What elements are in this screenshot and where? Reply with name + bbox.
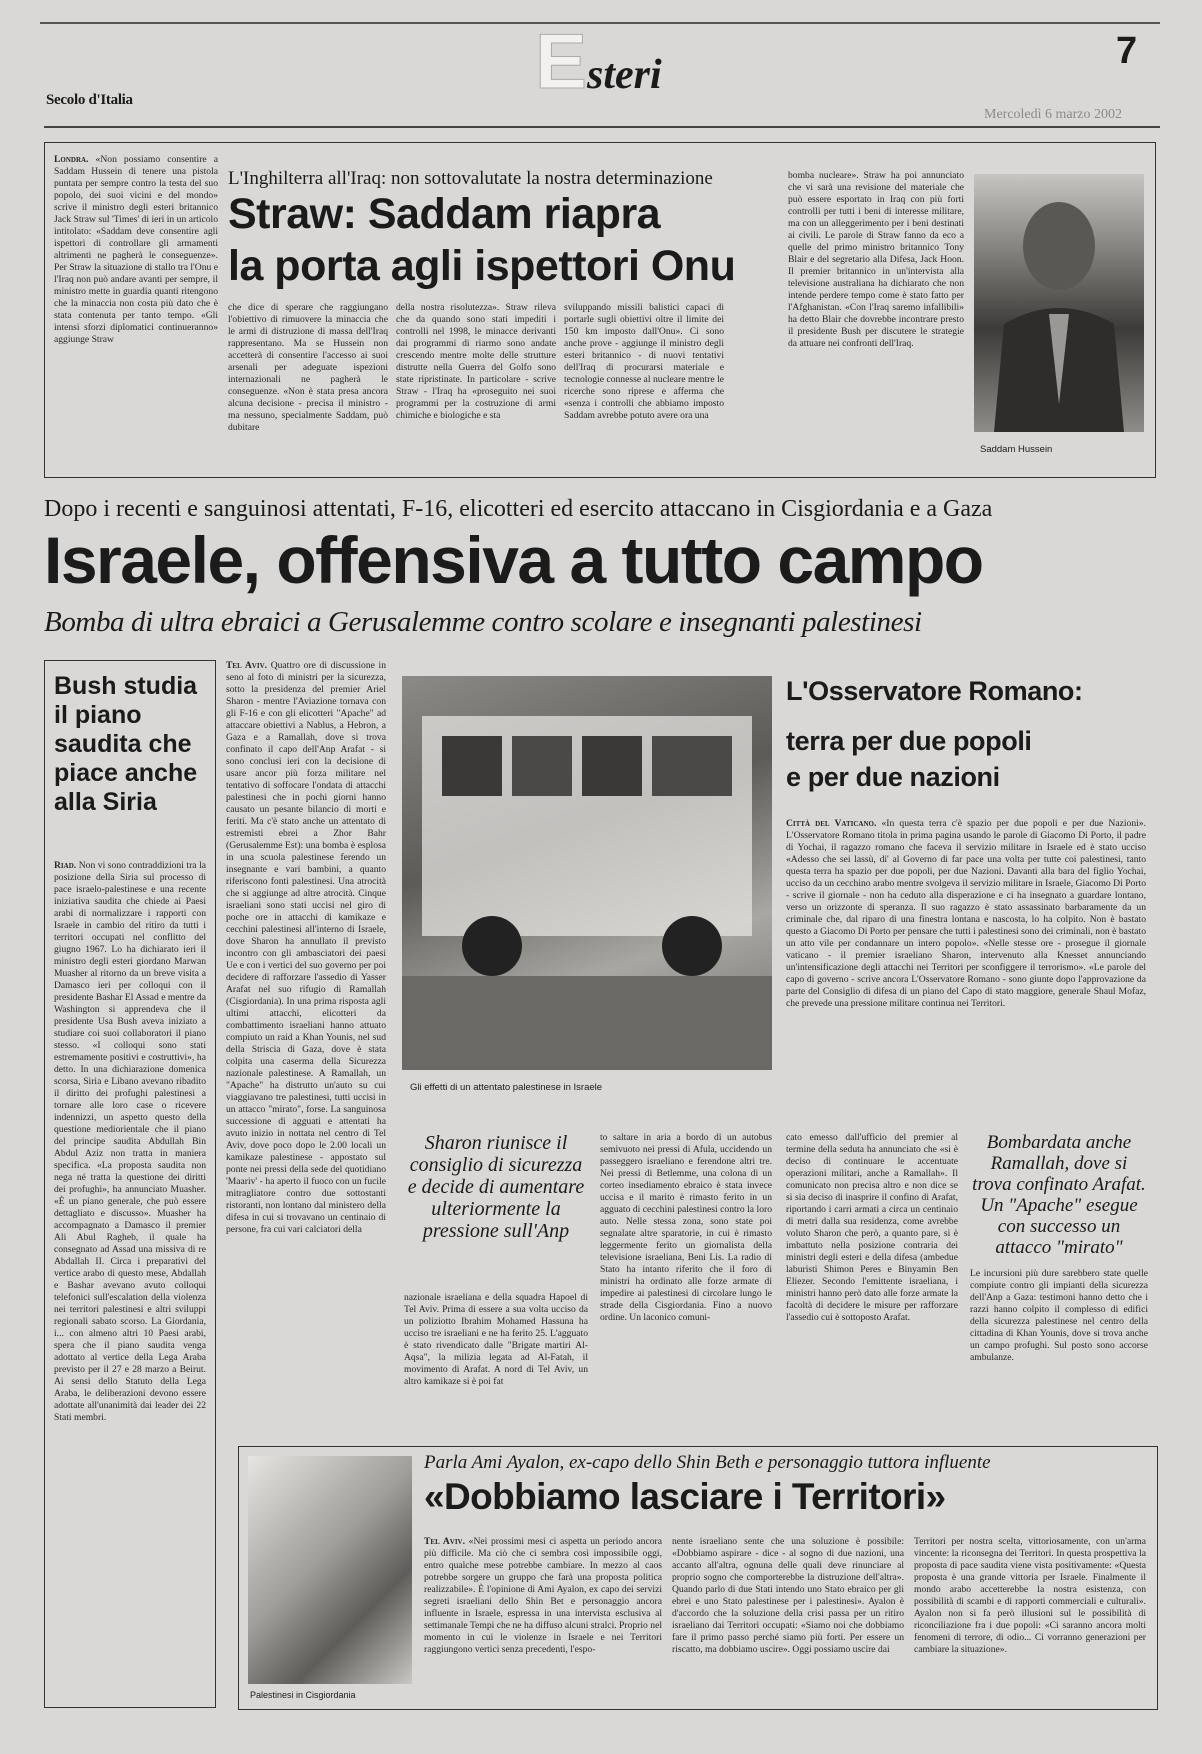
main-sub-col-2: to saltare in aria a bordo di un autobus semivuoto nei pressi di Afula, uccidendo un passeggero israeliano e ferendone altri tre. Nei pressi di Betlemme, una colona di un corteo insediamento ebraico è stata invece uccisa e il marito è rimasto ferito in un agguato di cecchini palestinesi contro la loro auto. Nelle stessa zona, sono state poi segnalate altre sparatorie, in cui è rimasto leggermente ferito un giornalista della televisione israeliana, Beni Lis. La radio di Stato ha intanto riferito che il foro di ministri ha ordinato alle forze armate di impedire ai palestinesi di circolare lungo le strade della Cisgiordania. Fino a nuovo ordine. Un laconico comuni- [600, 1132, 772, 1323]
bus-scene [402, 676, 772, 1070]
section-rest: steri [587, 52, 662, 98]
top-rule [40, 22, 1160, 24]
page-number: 7 [1116, 30, 1138, 72]
top-story-col-5: bomba nucleare». Straw ha poi annunciato che vi sarà una revisione del materiale che può essere esportato in Iraq con più forti controlli per tutti i beni di interesse militare, ma con un alleggerimento per i beni destinati ai civili. Le parole di Straw fanno da eco a quelle del primo ministro britannico Tony Blair e del segretario alla Difesa, Jack Hoon. Il premier britannico in un'intervista alla televisione australiana ha dichiarato che non intende perdere tempo come è stato fatto per l'Afghanistan. «Con l'Iraq saremo infallibili» ha detto Blair che dovrebbe incontrare presto il presidente Bush per discutere le strategie da attuare nei confronti dell'Iraq. [788, 170, 964, 349]
bush-body: Non vi sono contraddizioni tra la posizione della Siria sul processo di pace israelo-palestinese e una recente iniziativa saudita che chiede ai Paesi arabi di normalizzare i rapporti con Israele in cambio del ritiro da tutti i territori occupati nel conflitto del giugno 1967. Lo ha dichiarato ieri il ministro degli esteri giordano Marwan Muasher al ritorno da un breve visita a Damasco ieri per colloqui con il presidente Bashar El Assad e mentre da Washington si apprendeva che il presidente Usa Bush aveva iniziato a studiare coi suoi collaboratori il piano stesso. «I colloqui sono stati estremamente positivi e costruttivi», ha detto. In una dichiarazione domenica scorsa, Siria e Libano avevano ribadito il diritto dei profughi palestinesi a tornare alle loro case o ricevere indennizzi, un aspetto questo della questione mediorientale che il piano del principe saudita Abdullah Bin Abdul Aziz non tratta in maniera specifica. «La proposta saudita non nega né tratta la questione dei diritti dei profughi», ha annunciato Muasher. «È un piano generale, che può essere dettagliato e discusso». Muasher ha accompagnato a Damasco il premier Ali Abul Ragheb, il quale ha consegnato ad Assad una missiva di re Abdallah II. Circa i preparativi del vertice arabo di questo mese, Abdallah e Bashar avevano avuto colloqui telefonici sull'escalation della violenza nei territori palestinesi e altri sviluppi regionali sabato scorso. La Giordania, i... con almeno altri 10 Paesi arabi, spera che il piano saudita venga adottato al vertice della Lega Araba previsto per il 27 e 28 marzo a Beirut. Ai sensi dello Statuto della Lega Araba, le deliberazioni devono essere adottate all'unanimità dai leader dei 22 Stati membri. [54, 860, 206, 1423]
osservatore-dateline: Città del Vaticano. [786, 818, 877, 829]
osservatore-headline-2: terra per due popoli [786, 726, 1032, 756]
paper-name: Secolo d'Italia [46, 92, 133, 108]
ayalon-col-1-text: «Nei prossimi mesi ci aspetta un periodo ancora più difficile. Ma ciò che ci sembra così impossibile oggi, entro qualche mese potrebbe cambiare. In mezzo al caos potrebbe sorgere un gruppo che farà una proposta politica realizzabile». È l'opinione di Ami Ayalon, ex capo dei servizi segreti israeliani dello Shin Bet e personaggio ancora influente in Israele, espressa in una intervista esclusiva al settimanale Tempi che ne ha diffuso alcuni stralci. Proprio nel momento in cui le violenze in Israele e nei Territori raggiungono vertici senza precedenti, l'espo- [424, 1536, 662, 1655]
saddam-photo [974, 174, 1144, 432]
osservatore-headline-1: L'Osservatore Romano: [786, 676, 1083, 706]
bush-headline: Bush studia il piano saudita che piace anche alla Siria [54, 672, 198, 816]
section-title [535, 17, 662, 105]
osservatore-headline-3: e per due nazioni [786, 762, 1000, 792]
portrait-silhouette [974, 174, 1144, 432]
bus-photo [402, 676, 772, 1070]
top-story-col-3: della nostra risolutezza». Straw rileva che da quando sono stati impediti i controlli nel 1998, le minacce derivanti dai programmi di riarmo sono andate crescendo mentre molte delle strutture distrutte nella Guerra del Golfo sono state ripristinate. In particolare - scrive Straw - l'Iraq ha «proseguito nei suoi programmi per la costruzione di armi chimiche e biologiche e sta [396, 302, 556, 421]
ayalon-col-1 [424, 1536, 662, 1700]
bush-dateline: Riad. [54, 860, 77, 871]
top-story-col-1 [54, 154, 218, 462]
arafat-text: Le incursioni più dure sarebbero state quelle compiute contro gli impianti della sicurezza dell'Anp a Gaza: testimoni hanno detto che i razzi hanno colpito il complesso di edifici della sicurezza palestinese nel centro della cittadina di Khan Younis, dove si trova anche un campo profughi. Sul posto sono accorse ambulanze. [970, 1268, 1148, 1363]
top-story-headline-2: la porta agli ispettori Onu [228, 242, 736, 290]
osservatore-text [786, 818, 1146, 1118]
ayalon-dateline: Tel Aviv. [424, 1536, 466, 1547]
top-story-col-2: che dice di sperare che raggiungano l'obiettivo di rimuovere la minaccia che le armi di distruzione di massa dell'Iraq rappresentano. Ma se Hussein non accetterà di consentire l'accesso ai suoi arsenali per adeguate ispezioni internazionali ne pagherà le conseguenze. «Non è stata presa ancora alcuna decisione - precisa il ministro - ma nessuno, specialmente Saddam, può dubitare [228, 302, 388, 433]
sharon-subhead: Sharon riunisce il consiglio di sicurezza e decide di aumentare ulteriormente la pressione sull'Anp [407, 1132, 585, 1242]
main-col-1-text: Quattro ore di discussione in seno al foto di ministri per la sicurezza, sotto la presidenza del premier Ariel Sharon - mentre l'Aviazione tornava con gli F-16 e con gli elicotteri "Apache" ad attaccare obiettivi a Nablus, a Hebron, a Gaza e a Ramallah, dove si trova confinato il capo dell'Anp Arafat - si sono conclusi ieri con la decisione di usare ancor più forza militare nel tentativo di soffocare l'ondata di attacchi palestinesi che in pochi giorni hanno causato un pesante bilancio di morti e feriti. Ma c'è stato anche un attentato di estremisti ebrei a Zhor Bahr (Gerusalemme Est): una bomba è esplosa in una scuola palestinese ferendo un insegnante e vari bambini, a quanto riferiscono fonti palestinesi. Una atrocità che si aggiunge ad altre atrocità. Cinque israeliani sono stati uccisi nel giro di poche ore in attacchi di kamikaze e cecchini palestinesi all'interno di Israele, dove Sharon ha annullato il previsto incontro con gli ambasciatori dei paesi Ue e con i vertici del suo governo per poi decidere di rafforzare l'assedio di Yasser Arafat nel suo rifugio di Ramallah (Cisgiordania). In una prima risposta agli ultimi attacchi, elicotteri da combattimento israeliani hanno attuato compiuto un raid a Khan Younis, nel sud della Striscia di Gaza, dove è stata colpita una caserma della Sicurezza nazionale palestinese. A Ramallah, un "Apache" ha distrutto un'auto su cui viaggiavano tre palestinesi, tutti uccisi in un attacco "mirato", forse. La sanguinosa successione di agguati e attentati ha avuto inizio in nottata nel centro di Tel Aviv, dove poco dopo le 2.00 locali un kamikaze palestinese - appostato sul ponte nei pressi della sede del quotidiano 'Maariv' - ha aperto il fuoco con un fucile mitragliatore contro due sottostanti ristoranti, non lontano dal ministero della difesa in cui si trovavano un centinaio di persone, fra cui vari calciatori della [226, 660, 386, 1235]
arafat-subhead: Bombardata anche Ramallah, dove si trova confinato Arafat. Un "Apache" esegue con successo un attacco "mirato" [972, 1132, 1146, 1258]
top-story-col-1-text: «Non possiamo consentire a Saddam Hussein di tenere una pistola puntata per sempre contro la testa del suo popolo, dei suoi vicini e del mondo» scrive il ministro degli esteri britannico Jack Straw sul 'Times' di ieri in un articolo intitolato: «Saddam deve consentire agli ispettori di controllare gli armamenti altrimenti ne pagherà le conseguenze». Per Straw la situazione di stallo tra l'Onu e l'Iraq non può andare avanti per sempre, il ministro mette in guardia quanti ritengono che la minaccia non costa più dato che è stata contenuta per tanto tempo. «Gli intensi sforzi diplomatici continueranno» aggiunge Straw [54, 154, 218, 345]
main-col-1 [226, 660, 386, 1434]
masthead-rule [44, 126, 1160, 128]
issue-date: Mercoledì 6 marzo 2002 [984, 107, 1123, 122]
main-sub-col-3: cato emesso dall'ufficio del premier al termine della seduta ha annunciato che «si è deciso di continuare le accentuate operazioni militari, anche a Ramallah». Il comunicato non precisa altro e non dice se si sia deciso di inasprire il confino di Arafat, riportando i carri armati a circa un centinaio di metri dalla sua residenza, come avrebbe voluto Sharon che però, a quanto pare, si è imbattuto nella posizione contraria dei ministri degli esteri e della difesa (ambedue laburisti Shimon Peres e Binyamin Ben Eliezer. Secondo l'emittente israeliana, i ministri hanno però dato alle forze armate la facoltà di decidere le misure per rafforzare l'assedio cui è sottoposto Arafat. [786, 1132, 958, 1323]
bus-caption: Gli effetti di un attentato palestinese in Israele [410, 1082, 603, 1093]
main-headline: Israele, offensiva a tutto campo [44, 523, 983, 597]
main-sub-col-1: nazionale israeliana e della squadra Hapoel di Tel Aviv. Prima di essere a sua volta ucciso da un poliziotto Ibrahim Mohamed Hassuna ha ucciso tre israeliani e ne ha ferito 25. L'agguato è stato rivendicato dalle "Brigate martiri Al-Aqsa", la milizia legata ad Al-Fatah, il movimento di Arafat. A nord di Tel Aviv, un altro kamikaze si è poi fat [404, 1292, 588, 1387]
ayalon-col-2: nente israeliano sente che una soluzione è possibile: «Dobbiamo aspirare - dice - al sogno di due nazioni, una accanto all'altra, ognuna delle quali deve rinunciare al proprio sogno che comporterebbe la distruzione dell'altra». Quando parlo di due Stati intendo uno Stato ebraico per gli ebrei e uno Stato palestinese per i palestinesi». Ayalon è d'accordo che la soluzione della crisi passa per un ritiro israeliano dai Territori occupati: «Siamo noi che dobbiamo fare il primo passo perché siamo più forti. Per essere un riscatto, ma dobbiamo uscire». Oggi possiamo uscire dai [672, 1536, 904, 1655]
main-dateline: Tel Aviv. [226, 660, 268, 671]
main-subhead: Bomba di ultra ebraici a Gerusalemme contro scolare e insegnanti palestinesi [44, 606, 922, 638]
top-story-kicker: L'Inghilterra all'Iraq: non sottovalutate la nostra determinazione [228, 168, 713, 189]
top-story-col-4: sviluppando missili balistici capaci di portarle sugli obiettivi oltre il limite dei 150 km imposto dall'Onu». Ci sono anche prove - aggiunge il ministro degli esteri britannico - di nuovi tentativi dell'Iraq di procurarsi materiale e tecnologie connesse al nucleare mentre le ricerche sono riprese e afferma che «senza i controlli che abbiamo imposto Saddam avrebbe potuto avere ora una [564, 302, 724, 421]
ayalon-kicker: Parla Ami Ayalon, ex-capo dello Shin Beth e personaggio tuttora influente [424, 1452, 991, 1473]
main-kicker: Dopo i recenti e sanguinosi attentati, F-16, elicotteri ed esercito attaccano in Cisgiordania e a Gaza [44, 496, 993, 522]
ayalon-photo [248, 1456, 412, 1684]
top-story-dateline: Londra. [54, 154, 89, 165]
ayalon-caption: Palestinesi in Cisgiordania [250, 1690, 356, 1700]
section-initial: E [535, 17, 588, 105]
bush-text [54, 860, 206, 1694]
ayalon-col-3: Territori per nostra scelta, vittoriosamente, con un'arma vincente: la riconsegna dei Territori. In questa prospettiva la proposta di pace saudita viene vista positivamente: «Questa proposta è una grande vittoria per Israele. Finalmente il mondo arabo accetterebbe la nostra esistenza, con possibilità di scambi e di rapporti commerciali e culturali». Ayalon non si fa però illusioni sul le possibilità di riconciliazione fra i due popoli: «Ci saranno ancora molti fenomeni di terrore, di odio... Ci vorranno generazioni per cambiare la situazione». [914, 1536, 1146, 1655]
top-story-headline-1: Straw: Saddam riapra [228, 190, 661, 238]
ayalon-headline: «Dobbiamo lasciare i Territori» [424, 1476, 946, 1517]
osservatore-body: «In questa terra c'è spazio per due popoli e per due Nazioni». L'Osservatore Romano titola in prima pagina usando le parole di Giacomo Di Porto, il padre di Yochai, il ragazzo romano che faceva il servizio militare in Israele ed è stato ucciso «Adesso che sei lassù, di' al Governo di far pace una volta per tutte coi palestinesi, tanto questa terra ha spazio per due popoli, per due Nazioni. Davanti alla bara del figlio Yochai, ucciso da un cecchino arabo mentre svolgeva il servizio militare in Israele, Giacomo Di Porto - scrive il giornale - non ha ceduto alla disperazione e ci ha insegnato a guardare lontano, verso un orizzonte di speranza. Il suo ragazzo è stato assassinato barbaramente da un criminale che, dal riparo di una finestra lontana e nascosta, lo ha colpito. Non è bastato questo a Giacomo Di Porto per pensare che tutti i palestinesi sono dei criminali, non è bastato un atto vile per condannare un intero popolo». «Nelle stesse ore - prosegue il giornale vaticano - il premier israeliano Sharon, intervenuto alla Knesset annunciando un'intensificazione degli attacchi nei Territori per sconfiggere il terrorismo». «Le parole del capo di governo - scrive ancora L'Osservatore Romano - sono giunte dopo l'approvazione da parte del Consiglio di difesa di un piano del Capo di stato maggiore, generale Shaul Mofaz, che prevede una pressione militare continua nei Territori. [786, 818, 1146, 1009]
saddam-caption: Saddam Hussein [980, 444, 1053, 455]
